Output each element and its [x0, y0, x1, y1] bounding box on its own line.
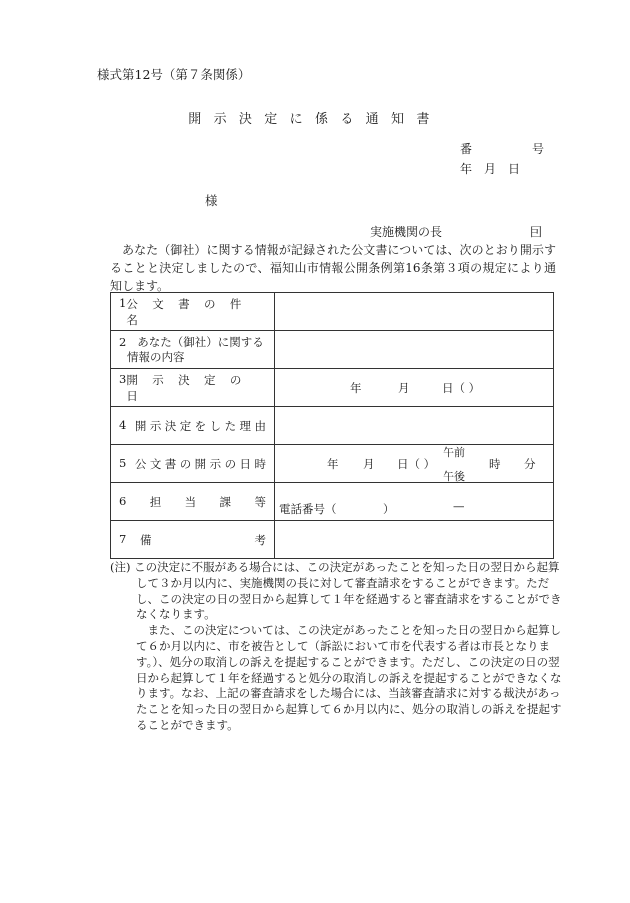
form-number: 様式第12号（第７条関係） [97, 67, 251, 82]
month-label: 月 [363, 457, 375, 471]
notes [110, 560, 562, 734]
table-row [111, 331, 554, 369]
row-label-text: 開示決定をした理由 [134, 418, 270, 433]
phone-close: ） [383, 502, 395, 516]
row-number: 4 [119, 417, 127, 432]
row-label [111, 407, 275, 445]
row-number: 5 [119, 455, 127, 470]
row-label [111, 369, 275, 407]
issuer-title: 実施機関の長 [370, 225, 443, 239]
row-label-text: 開示決定の日 [126, 372, 256, 403]
row-label [111, 521, 275, 559]
day-label: 日（ ） [442, 381, 481, 395]
year-label: 年 [350, 381, 362, 395]
month-label: 月 [398, 381, 410, 395]
row-label-char: 当 [184, 494, 197, 509]
table-row [111, 521, 554, 559]
row-label [111, 483, 275, 521]
issue-date: 年 月 日 [460, 162, 521, 176]
disclosure-table [110, 292, 554, 559]
row-label-text: 公文書の開示の日時 [134, 456, 270, 471]
intro-text: あなた（御社）に関する情報が記録された公文書については、次のとおり開示することと決定しましたので、福知山市情報公開条例第16条第３項の規定により通知します。 [110, 243, 556, 293]
day-label: 日（ ） [397, 457, 436, 471]
disclosure-datetime-field[interactable] [275, 445, 554, 483]
row-label-text: あなた（御社）に関する [137, 334, 264, 349]
row-number: 2 [119, 334, 127, 349]
table-row [111, 483, 554, 521]
decision-date-field[interactable] [275, 369, 554, 407]
phone-label: 電話番号（ [279, 502, 337, 516]
table-row [111, 407, 554, 445]
number-label: 番 [460, 142, 473, 156]
table-row [111, 445, 554, 483]
table-row [111, 293, 554, 331]
decision-reason-field[interactable] [275, 407, 554, 445]
row-number: 6 [119, 493, 127, 508]
row-number: 7 [119, 531, 127, 546]
document-title: 開示決定に係る通知書 [188, 112, 442, 127]
row-number: 3 [119, 371, 127, 386]
number-suffix: 号 [532, 142, 545, 156]
row-label-char: 課 [219, 494, 232, 509]
phone-dash: — [453, 499, 465, 513]
row-label-char: 考 [254, 532, 266, 547]
recipient-honorific: 様 [205, 193, 218, 208]
row-label [111, 293, 275, 331]
department-field[interactable] [275, 483, 554, 521]
row-label-char: 担 [149, 494, 162, 509]
row-label-char: 等 [254, 494, 266, 509]
year-label: 年 [327, 457, 339, 471]
table-row [111, 369, 554, 407]
row-label-char: 備 [140, 532, 152, 547]
row-label-text: 公文書の件名 [126, 296, 256, 327]
info-content-field[interactable] [275, 331, 554, 369]
am-label: 午前 [443, 446, 465, 459]
note-paragraph: また、この決定については、この決定があったことを知った日の翌日から起算して６か月以内に、市を被告として（訴訟において市を代表する者は市長となります。）、処分の取消しの訴えを提起することができます。ただし、この決定の日の翌日から起算して１年を経過すると処分の取消しの訴えを提起することができなくなります。なお、上記の審査請求をした場合には、当該審査請求に対する裁決があったことを知った日の翌日から起算して６か月以内に、処分の取消しの訴えを提起することができます。 [136, 623, 562, 732]
hour-label: 時 [489, 457, 501, 471]
remarks-field[interactable] [275, 521, 554, 559]
row-label [111, 445, 275, 483]
note-paragraph: (注) この決定に不服がある場合には、この決定があったことを知った日の翌日から起算して３か月以内に、実施機関の長に対して審査請求をすることができます。ただし、この決定の日の翌日から起算して１年を経過すると審査請求をすることができなくなります。 [110, 560, 562, 622]
pm-label: 午後 [443, 470, 465, 483]
document-subject-field[interactable] [275, 293, 554, 331]
minute-label: 分 [524, 457, 536, 471]
row-label [111, 331, 275, 369]
row-number: 1 [119, 295, 127, 310]
row-label-text-2: 情報の内容 [127, 349, 185, 364]
seal-mark: 囙 [530, 225, 543, 239]
